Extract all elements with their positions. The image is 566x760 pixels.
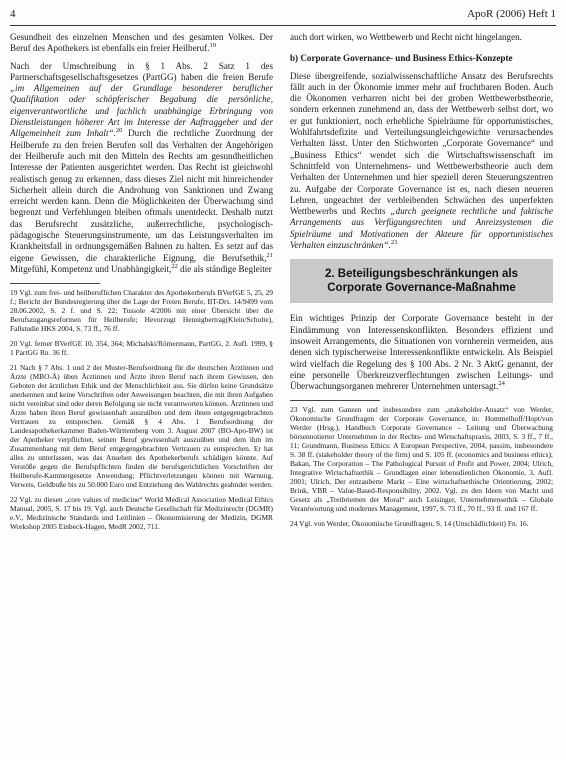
footnote: 20 Vgl. ferner BVerfGE 10, 354, 364; Michalski/Römermann, PartGG, 2. Aufl. 1999, § 1 PartGG Rn. 36 ff. — [10, 339, 273, 358]
footnote-ref: 23 — [390, 239, 398, 247]
footnote: 21 Nach § 7 Abs. 1 und 2 der Muster-Berufsordnung für die deutschen Ärztinnen und Ärzte (MBO-Ä) üben Ärztinnen und Ärzte ihren Beruf nach ihrem Gewissen, den Geboten der ärztlichen Ethik und der Menschlichkeit aus. Sie dürfen keine Grundsätze anerkennen und keine Vorschriften oder Anweisungen beachten, die mit ihren Aufgaben nicht vereinbar sind oder deren Befolgung sie nicht verantworten können. Ärztinnen und Ärzte haben ihren Beruf gewissenhaft auszuüben und dem ihnen entgegengebrachten Vertrauen zu entsprechen. Gemäß § 4 Abs. 1 Berufsordnung der Landesapothekerkammer Baden-Württemberg vom 3. August 2007 (BO-Apo-BW) ist der Apotheker verpflichtet, seinen Beruf gewissenhaft auszuüben und dem ihm im Zusammenhang mit dem Beruf entgegengebrachten Vertrauen zu entsprechen. Er hat alles zu unterlassen, was das Ansehen des Apothekerberufs schädigen könnte. Auf Verstöße gegen die Berufspflichten finden die berufsgerichtlichen Vorschriften der Heilberufe-Kammergesetze Anwendung; Pflichtverletzungen können mit Warnung, Verweis, Geldbuße bis zu 50.000 Euro und Entziehung des Wahlrechts geahndet werden. — [10, 363, 273, 490]
left-paragraph-1: Gesundheit des einzelnen Menschen und des gesamten Volkes. Der Beruf des Apothekers ist ebenfalls ein freier Heilberuf.$^{19}$ — [10, 32, 273, 54]
footnote-rule — [290, 400, 380, 401]
footnote: 22 Vgl. zu diesen „core values of medicine“ World Medical Association Medical Ethics Manual, 2005, S. 17 bis 19. Vgl. auch Deutsche Gesellschaft für Medizinrecht (DGMR) e.V., Medizinische Standards und Leitlinien – Ökonomisierung der Medizin, DGMR Workshop 2005 Einbeck-Hagen, MedR 2002, 711. — [10, 495, 273, 532]
left-footnotes — [10, 288, 273, 531]
section-heading: b) Corporate Governance- und Business Ethics-Konzepte — [290, 53, 513, 64]
right-footnotes — [290, 405, 553, 528]
footnote-ref: 21 — [266, 251, 273, 259]
journal-reference: ApoR (2006) Heft 1 — [467, 8, 556, 20]
quoted-definition: „im Allgemeinen auf der Grundlage besonderer beruflicher Qualifikation oder schöpferischer Begabung die persönliche, eigenverantwortliche und fachlich unabhängige Erbringung von Dienstleistungen höherer Art im Interesse der Auftraggeber und der Allgemeinheit zum Inhalt“. — [10, 83, 273, 139]
chapter-heading-box: 2. Beteiligungsbeschränkungen als Corporate Governance-Maßnahme — [290, 259, 553, 303]
quoted-definition: „durch geeignete rechtliche und faktische Arrangements aus Verfügungsrechten und Anreizsystemen die Spielräume und Motivationen der Akteure für opportunistisches Verhalten einzuschränken“. — [290, 206, 554, 251]
footnote-ref: 22 — [171, 262, 178, 270]
page-header — [10, 8, 556, 24]
page-number: 4 — [10, 8, 16, 20]
right-paragraph-3: Ein wichtiges Prinzip der Corporate Governance besteht in der Eindämmung von Interessenskonflikten. Besonders effizient und insoweit Arrangements, die Situationen von vornherein vermeiden, aus denen sich typischerweise Interessenkonflikte entwickeln. Als Beispiel wird vielfach die Regelung des § 100 Abs. 2 Nr. 3 AktG genannt, der eine personelle Überkreuzverflechtungen zwischen Leitungs- und Überwachungsorganen mehrerer Unternehmen untersagt.$^{24}$ — [290, 313, 553, 392]
footnote-ref: 19 — [209, 42, 216, 50]
left-column — [10, 32, 273, 537]
footnote-rule — [10, 283, 100, 284]
left-paragraph-2: Nach der Umschreibung in § 1 Abs. 2 Satz 1 des Partnerschaftsgesellschaftsgesetzes (PartGG) haben die freien Berufe „im Allgemeinen auf der Grundlage besonderer beruflicher Qualifikation oder schöpferischer Begabung die persönliche, eigenverantwortliche und fachlich unabhängige Erbringung von Dienstleistungen höherer Art im Interesse der Auftraggeber und der Allgemeinheit zum Inhalt“.$^{20}$ Durch die rechtliche Zuordnung der Heilberufe zu den freien Berufen soll das Verhalten der Angehörigen der Heilberufe auch mit den Mitteln des Rechts am gesundheitlichen Interesse der Patienten ausgerichtet werden. Das Recht ist gleichwohl realistisch genug zu erkennen, dass dieses Ziel nicht mit hinreichender Sicherheit allein durch die Androhung von Sanktionen und Zwang erreicht werden kann. Denn die Möglichkeiten der Überwachung sind begrenzt und Verfehlungen bleiben oftmals unentdeckt. Deshalb nutzt das Berufsrecht zusätzliche, außerrechtliche, psychologisch-pädagogische Steuerungsinstrumente, um das Leistungsverhalten im Krankheitsfall in ordnungsgemäßen Bahnen zu halten. Es setzt auf das eigene Gewissen, die charakterliche Eignung, die Berufsethik,$^{21}$ Mitgefühl, Kompetenz und Unabhängigkeit,$^{22}$ die als ständige Begleiter — [10, 60, 273, 274]
right-paragraph-2: Diese übergreifende, sozialwissenschaftliche Ansatz des Berufsrechts fällt auch in der Ökonomie immer mehr auf fruchtbaren Boden. Auch die Ökonomen verharren nicht bei der groben Wettbewerbstheorie, sondern erkennen zunehmend an, dass der Wettbewerb selbst dort, wo er gut funktioniert, noch erhebliche Spielräume für opportunistisches, Wohlfahrtsdefizite und Verteilungsungleichgewichte verursachendes Verhalten lässt. Unter den Stichworten „Corporate Governance“ und „Business Ethics“ wendet sich die Wirtschaftswissenschaft im Schnittfeld von Unternehmens- und Wettbewerbstheorie auch dem Verhalten der Unternehmen und hier speziell deren Steuerungszentren zu. Aufgabe der Corporate Governance ist es, nach diesen neueren Lehren, ungeachtet der verbleibenden Schwächen des unperfekten Wettbewerbs und Rechts „durch geeignete rechtliche und faktische Arrangements aus Verfügungsrechten und Anreizsystemen die Spielräume und Motivationen der Akteure für opportunistisches Verhalten einzuschränken“.$^{23}$ — [290, 70, 554, 251]
right-paragraph-1: auch dort wirken, wo Wettbewerb und Recht nicht hingelangen. — [290, 32, 522, 42]
right-column — [290, 32, 553, 534]
footnote: 24 Vgl. von Werder, Ökonomische Grundfragen, S. 14 (Unschädlichkeit) Fn. 16. — [290, 519, 529, 529]
footnote: 23 Vgl. zum Ganzen und insbesondere zum „stakeholder-Ansatz“ von Werder, Ökonomische Grundfragen der Corporate Governance, in: Hommelhoff/Hopt/von Werder (Hrsg.), Handbuch Corporate Governance – Leitung und Überwachung börsennotierter Unternehmen in der Rechts- und Wirtschaftspraxis, 2003, S. 3 ff., 7 ff., 11; Grundmann, Business Ethics: A European Perspective, 2004, passim, insbesondere S. 38 ff. (stakeholder theory of the firm) und S. 105 ff. (economics and business ethics); Bakan, The Corporation – The Pathological Pursuit of Profit and Power, 2004; Ulrich, Integrative Wirtschaftsethik – Grundlagen einer lebensdienlichen Ökonomie, 3. Aufl. 2001; Ulrich, Der entzauberte Markt – Eine wirtschaftsethische Orientierung, 2002; Brink, VBR – Value-Based-Responsibility, 2002. Vgl. zu den Ideen von Macht und Gesetz als „Treibriemen der Moral“ auch Leisinger, Unternehmensethik – Globale Verantwortung und modernes Management, 1997, S. 73 ff., 70 ff., 93 ff. und 167 ff. — [290, 405, 553, 514]
header-rule — [10, 25, 556, 26]
footnote-ref: 24 — [498, 380, 505, 388]
footnote: 19 Vgl. zum frei- und heilberuflichen Charakter des Apothekerberufs BVerfGE 5, 25, 29 f.; Bericht der Bundesregierung über die Lage der Freien Berufe, BT-Drs. 14/9499 vom 28.06.2002, S. 2 f. und S. 22; Tussole 4/2006 mit einer Übersicht über die Berufszugangsreformen für Heilberufe; Hevorzugt Hennigbertrag(Klein/Schulte), Fallstudie HKS 2004, S. 73 ff., 76 ff. — [10, 288, 273, 334]
footnote-ref: 20 — [115, 127, 123, 135]
